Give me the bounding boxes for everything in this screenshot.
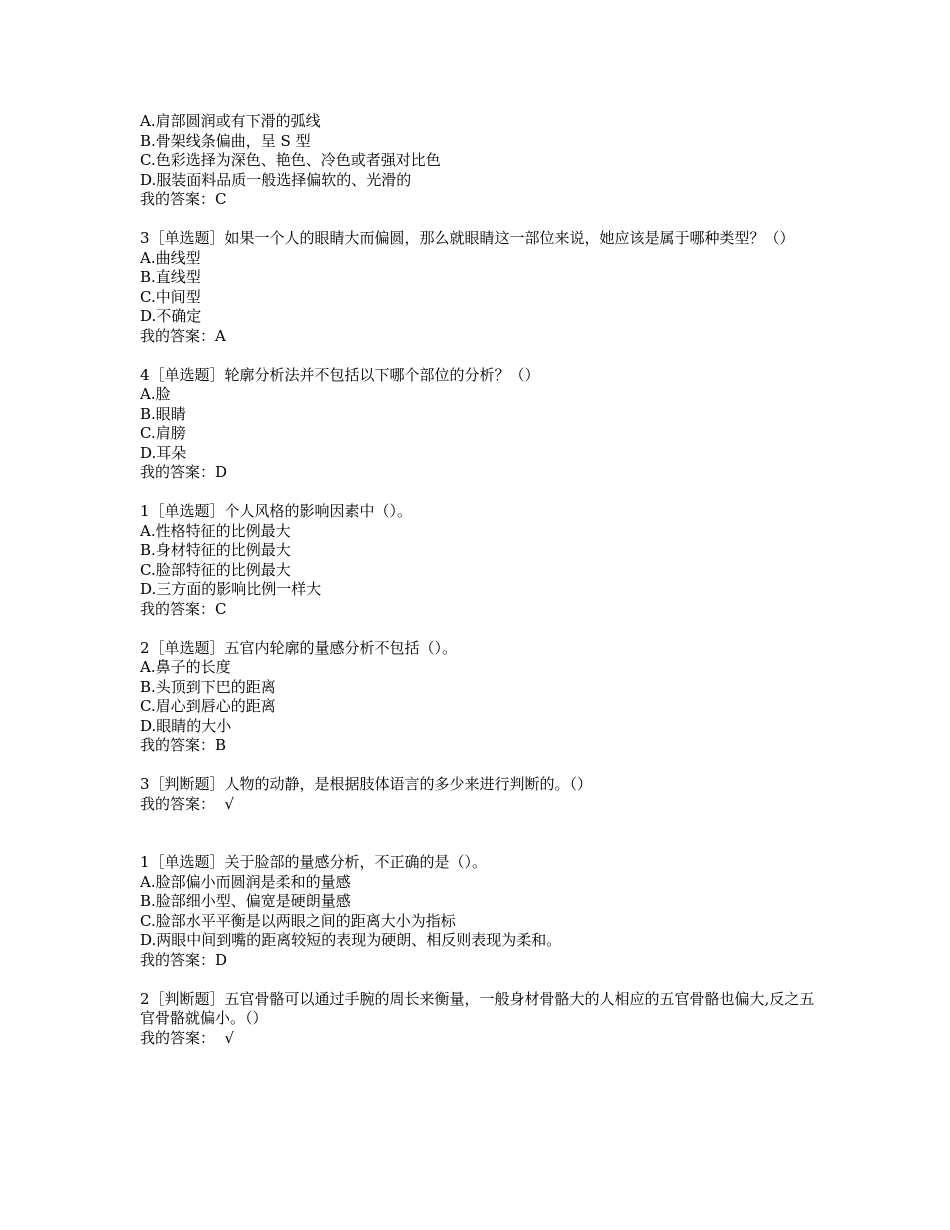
option-b: B.直线型: [140, 268, 201, 286]
my-answer: 我的答案：D: [140, 950, 228, 969]
option-c: C.中间型: [140, 287, 201, 306]
question-stem: 4［单选题］轮廓分析法并不包括以下哪个部位的分析？（）: [140, 365, 540, 384]
option-d: D.眼睛的大小: [140, 716, 232, 735]
option-b: B.头顶到下巴的距离: [140, 677, 276, 696]
question-block: [140, 112, 820, 210]
option-a: A.性格特征的比例最大: [140, 521, 291, 540]
my-answer: 我的答案：D: [140, 463, 228, 481]
question-stem: 1［单选题］个人风格的影响因素中（）。: [140, 502, 413, 520]
option-b: B.身材特征的比例最大: [140, 541, 291, 559]
option-a: A.肩部圆润或有下滑的弧线: [140, 112, 321, 130]
option-d: D.不确定: [140, 307, 202, 325]
option-c: C.脸部特征的比例最大: [140, 560, 291, 579]
question-block: [140, 639, 820, 756]
my-answer: 我的答案：C: [140, 190, 227, 208]
question-stem: 3［单选题］如果一个人的眼睛大而偏圆，那么就眼睛这一部位来说，她应该是属于哪种类型？（）: [140, 229, 795, 247]
my-answer: 我的答案： √: [140, 1028, 235, 1047]
my-answer: 我的答案：A: [140, 326, 226, 345]
option-a: A.鼻子的长度: [140, 658, 231, 676]
question-block: [140, 775, 820, 814]
option-c: C.眉心到唇心的距离: [140, 697, 276, 715]
option-d: D.两眼中间到嘴的距离较短的表现为硬朗、相反则表现为柔和。: [140, 931, 562, 949]
question-stem: 1［单选题］关于脸部的量感分析，不正确的是（）。: [140, 853, 488, 871]
option-b: B.眼睛: [140, 404, 186, 423]
option-a: A.曲线型: [140, 248, 201, 267]
option-d: D.耳朵: [140, 443, 187, 462]
my-answer: 我的答案：C: [140, 599, 227, 618]
option-d: D.三方面的影响比例一样大: [140, 580, 322, 598]
option-a: A.脸部偏小而圆润是柔和的量感: [140, 872, 351, 891]
question-block: [140, 366, 820, 483]
option-b: B.脸部细小型、偏宽是硬朗量感: [140, 892, 351, 910]
question-block: [140, 990, 820, 1049]
question-stem: 2［判断题］五官骨骼可以通过手腕的周长来衡量，一般身材骨骼大的人相应的五官骨骼也偏大,反之五官骨骼就偏小。（）: [140, 989, 815, 1027]
question-stem: 3［判断题］人物的动静，是根据肢体语言的多少来进行判断的。（）: [140, 775, 593, 793]
question-block: [140, 229, 820, 346]
question-stem: 2［单选题］五官内轮廓的量感分析不包括（）。: [140, 638, 458, 657]
option-d: D.服装面料品质一般选择偏软的、光滑的: [140, 170, 412, 189]
option-a: A.脸: [140, 385, 171, 403]
option-c: C.脸部水平平衡是以两眼之间的距离大小为指标: [140, 911, 456, 930]
question-block: [140, 502, 820, 619]
my-answer: 我的答案：B: [140, 736, 227, 754]
question-block: [140, 853, 820, 970]
option-b: B.骨架线条偏曲，呈 S 型: [140, 131, 311, 150]
option-c: C.肩膀: [140, 424, 186, 442]
option-c: C.色彩选择为深色、艳色、冷色或者强对比色: [140, 151, 441, 169]
my-answer: 我的答案： √: [140, 794, 235, 813]
document-page: [140, 112, 820, 1048]
